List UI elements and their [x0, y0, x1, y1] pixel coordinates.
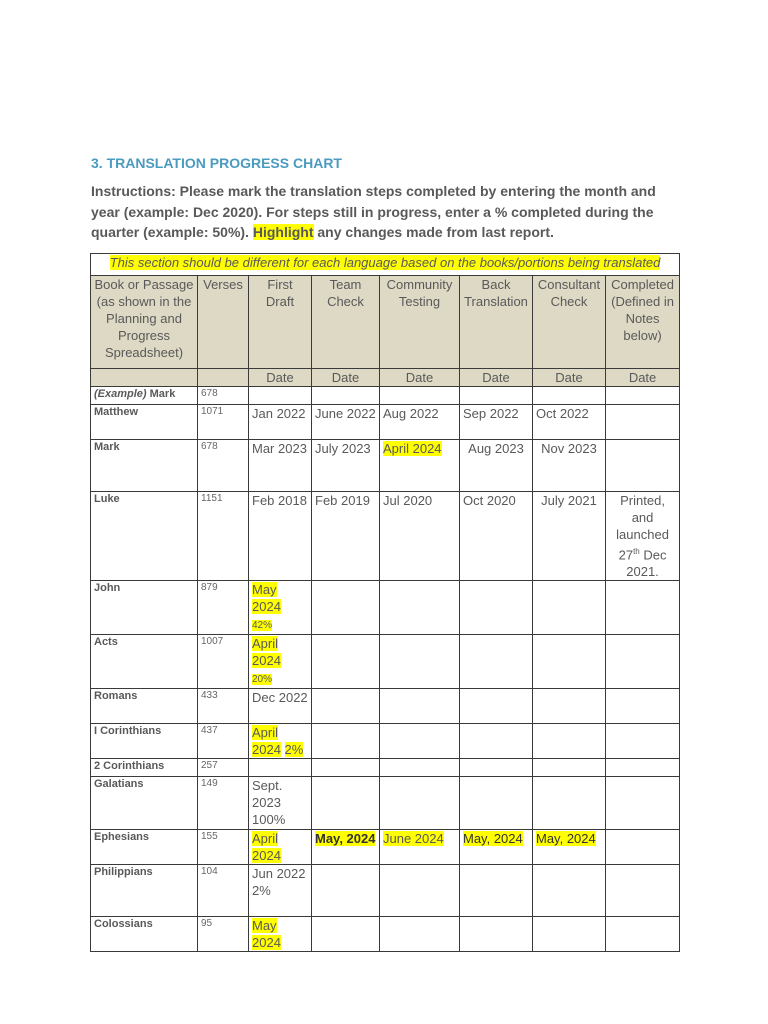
- completed-cell: [606, 865, 680, 917]
- table-note-text: This section should be different for each language based on the books/portions being translated: [109, 255, 661, 270]
- table-row-john: [91, 581, 680, 635]
- completed-cell: [606, 581, 680, 635]
- highlighted-date: April 2024: [252, 636, 281, 669]
- team-check-cell: [312, 917, 380, 952]
- percent-complete: 42%: [252, 620, 273, 632]
- first-draft-cell: [249, 724, 312, 759]
- table-row-galatians: [91, 777, 680, 830]
- first-draft-cell: Sept. 2023 100%: [249, 777, 312, 830]
- community-testing-cell: [380, 830, 460, 865]
- back-translation-cell: Sep 2022: [460, 405, 533, 440]
- completed-cell: [606, 440, 680, 492]
- table-row-i-corinthians: [91, 724, 680, 759]
- verses-cell: 678: [198, 440, 249, 492]
- completed-text: Printed, and launched 27: [616, 493, 669, 563]
- verses-cell: 95: [198, 917, 249, 952]
- table-note-row: [91, 254, 680, 276]
- back-translation-cell: Oct 2020: [460, 492, 533, 581]
- book-cell: Romans: [91, 689, 198, 724]
- date-label: Date: [380, 369, 460, 387]
- completed-cell: [606, 759, 680, 777]
- header-first-draft: First Draft: [249, 276, 312, 369]
- community-testing-cell: [380, 635, 460, 689]
- first-draft-cell: [249, 830, 312, 865]
- team-check-cell: [312, 387, 380, 405]
- community-testing-cell: [380, 581, 460, 635]
- community-testing-cell: [380, 917, 460, 952]
- translation-progress-table: [90, 253, 680, 952]
- first-draft-cell: Mar 2023: [249, 440, 312, 492]
- consultant-check-cell: Nov 2023: [533, 440, 606, 492]
- first-draft-cell: [249, 635, 312, 689]
- book-cell: Matthew: [91, 405, 198, 440]
- team-check-cell: Feb 2019: [312, 492, 380, 581]
- table-row-luke: [91, 492, 680, 581]
- book-cell: Colossians: [91, 917, 198, 952]
- book-cell: Luke: [91, 492, 198, 581]
- community-testing-cell: Aug 2022: [380, 405, 460, 440]
- back-translation-cell: [460, 387, 533, 405]
- community-testing-cell: [380, 759, 460, 777]
- highlighted-date: April 2024: [252, 831, 281, 864]
- book-cell: Galatians: [91, 777, 198, 830]
- first-draft-cell: [249, 759, 312, 777]
- date-label-empty: [198, 369, 249, 387]
- date-label-empty: [91, 369, 198, 387]
- table-row-colossians: [91, 917, 680, 952]
- team-check-cell: [312, 635, 380, 689]
- back-translation-cell: [460, 917, 533, 952]
- completed-cell: [606, 635, 680, 689]
- percent-complete: 20%: [252, 674, 273, 686]
- percent-complete: 2%: [284, 742, 304, 758]
- date-label-row: [91, 369, 680, 387]
- team-check-cell: [312, 865, 380, 917]
- table-row-example: [91, 387, 680, 405]
- example-book: Mark: [146, 388, 176, 400]
- verses-cell: 879: [198, 581, 249, 635]
- back-translation-cell: [460, 689, 533, 724]
- example-prefix: (Example): [94, 388, 147, 400]
- header-community-testing: Community Testing: [380, 276, 460, 369]
- back-translation-cell: [460, 830, 533, 865]
- consultant-check-cell: [533, 581, 606, 635]
- completed-cell: [606, 917, 680, 952]
- first-draft-cell: Feb 2018: [249, 492, 312, 581]
- team-check-cell: [312, 581, 380, 635]
- verses-cell: 149: [198, 777, 249, 830]
- highlighted-date: April 2024: [252, 725, 281, 758]
- first-draft-cell: [249, 387, 312, 405]
- verses-cell: 1151: [198, 492, 249, 581]
- consultant-check-cell: [533, 689, 606, 724]
- consultant-check-cell: July 2021: [533, 492, 606, 581]
- completed-cell: [606, 405, 680, 440]
- community-testing-cell: [380, 865, 460, 917]
- first-draft-cell: Jan 2022: [249, 405, 312, 440]
- instructions-part2: any changes made from last report.: [313, 224, 554, 240]
- table-row-romans: [91, 689, 680, 724]
- completed-cell: [606, 689, 680, 724]
- table-row-acts: [91, 635, 680, 689]
- date-label: Date: [533, 369, 606, 387]
- consultant-check-cell: [533, 830, 606, 865]
- completed-cell: [606, 830, 680, 865]
- book-cell: Ephesians: [91, 830, 198, 865]
- verses-cell: 433: [198, 689, 249, 724]
- header-back-translation: Back Translation: [460, 276, 533, 369]
- table-note: [91, 254, 680, 276]
- consultant-check-cell: [533, 917, 606, 952]
- back-translation-cell: [460, 724, 533, 759]
- table-row-ephesians: [91, 830, 680, 865]
- book-cell: Mark: [91, 440, 198, 492]
- consultant-check-cell: [533, 759, 606, 777]
- book-cell: John: [91, 581, 198, 635]
- table-header-row: [91, 276, 680, 369]
- team-check-cell: [312, 777, 380, 830]
- community-testing-cell: [380, 387, 460, 405]
- consultant-check-cell: [533, 777, 606, 830]
- highlighted-date: May 2024: [252, 582, 281, 615]
- verses-cell: 104: [198, 865, 249, 917]
- consultant-check-cell: Oct 2022: [533, 405, 606, 440]
- verses-cell: 437: [198, 724, 249, 759]
- consultant-check-cell: [533, 865, 606, 917]
- community-testing-cell: [380, 777, 460, 830]
- date-label: Date: [312, 369, 380, 387]
- date-label: Date: [460, 369, 533, 387]
- verses-cell: 155: [198, 830, 249, 865]
- highlight-word: Highlight: [252, 224, 314, 240]
- back-translation-cell: [460, 759, 533, 777]
- community-testing-cell: [380, 440, 460, 492]
- first-draft-cell: Jun 2022 2%: [249, 865, 312, 917]
- verses-cell: 257: [198, 759, 249, 777]
- table-row-mark: [91, 440, 680, 492]
- table-row-matthew: [91, 405, 680, 440]
- table-row-2-corinthians: [91, 759, 680, 777]
- team-check-cell: June 2022: [312, 405, 380, 440]
- date-label: Date: [249, 369, 312, 387]
- team-check-cell: [312, 724, 380, 759]
- team-check-cell: [312, 830, 380, 865]
- team-check-cell: [312, 759, 380, 777]
- header-completed: Completed (Defined in Notes below): [606, 276, 680, 369]
- back-translation-cell: [460, 635, 533, 689]
- instructions-part1: Instructions: Please mark the translation steps completed by entering the month and year (example: Dec 2020). For steps still in progress, enter a % completed during the quarter (example: 50%).: [91, 183, 656, 240]
- book-cell: Acts: [91, 635, 198, 689]
- highlighted-date: May, 2024: [536, 831, 596, 847]
- book-cell: [91, 387, 198, 405]
- verses-cell: 1007: [198, 635, 249, 689]
- community-testing-cell: Jul 2020: [380, 492, 460, 581]
- book-cell: I Corinthians: [91, 724, 198, 759]
- consultant-check-cell: [533, 635, 606, 689]
- completed-superscript: th: [633, 547, 640, 556]
- completed-cell: [606, 387, 680, 405]
- highlighted-date: June 2024: [383, 831, 444, 847]
- header-verses: Verses: [198, 276, 249, 369]
- highlighted-date: May 2024: [252, 918, 281, 951]
- first-draft-cell: Dec 2022: [249, 689, 312, 724]
- consultant-check-cell: [533, 387, 606, 405]
- completed-cell: [606, 492, 680, 581]
- highlighted-date: May, 2024: [463, 831, 523, 847]
- completed-text: Dec 2021.: [626, 547, 667, 580]
- first-draft-cell: [249, 917, 312, 952]
- first-draft-cell: [249, 581, 312, 635]
- verses-cell: 678: [198, 387, 249, 405]
- back-translation-cell: Aug 2023: [460, 440, 533, 492]
- section-heading: 3. TRANSLATION PROGRESS CHART: [91, 155, 342, 171]
- book-cell: Philippians: [91, 865, 198, 917]
- community-testing-cell: [380, 724, 460, 759]
- highlighted-date: April 2024: [383, 441, 442, 456]
- header-consultant-check: Consultant Check: [533, 276, 606, 369]
- date-label: Date: [606, 369, 680, 387]
- highlighted-date: May, 2024: [315, 831, 376, 847]
- header-book: Book or Passage (as shown in the Planning and Progress Spreadsheet): [91, 276, 198, 369]
- completed-cell: [606, 724, 680, 759]
- back-translation-cell: [460, 777, 533, 830]
- team-check-cell: July 2023: [312, 440, 380, 492]
- header-team-check: Team Check: [312, 276, 380, 369]
- back-translation-cell: [460, 865, 533, 917]
- team-check-cell: [312, 689, 380, 724]
- completed-cell: [606, 777, 680, 830]
- back-translation-cell: [460, 581, 533, 635]
- table-row-philippians: [91, 865, 680, 917]
- instructions-text: [91, 181, 681, 243]
- community-testing-cell: [380, 689, 460, 724]
- verses-cell: 1071: [198, 405, 249, 440]
- book-cell: 2 Corinthians: [91, 759, 198, 777]
- consultant-check-cell: [533, 724, 606, 759]
